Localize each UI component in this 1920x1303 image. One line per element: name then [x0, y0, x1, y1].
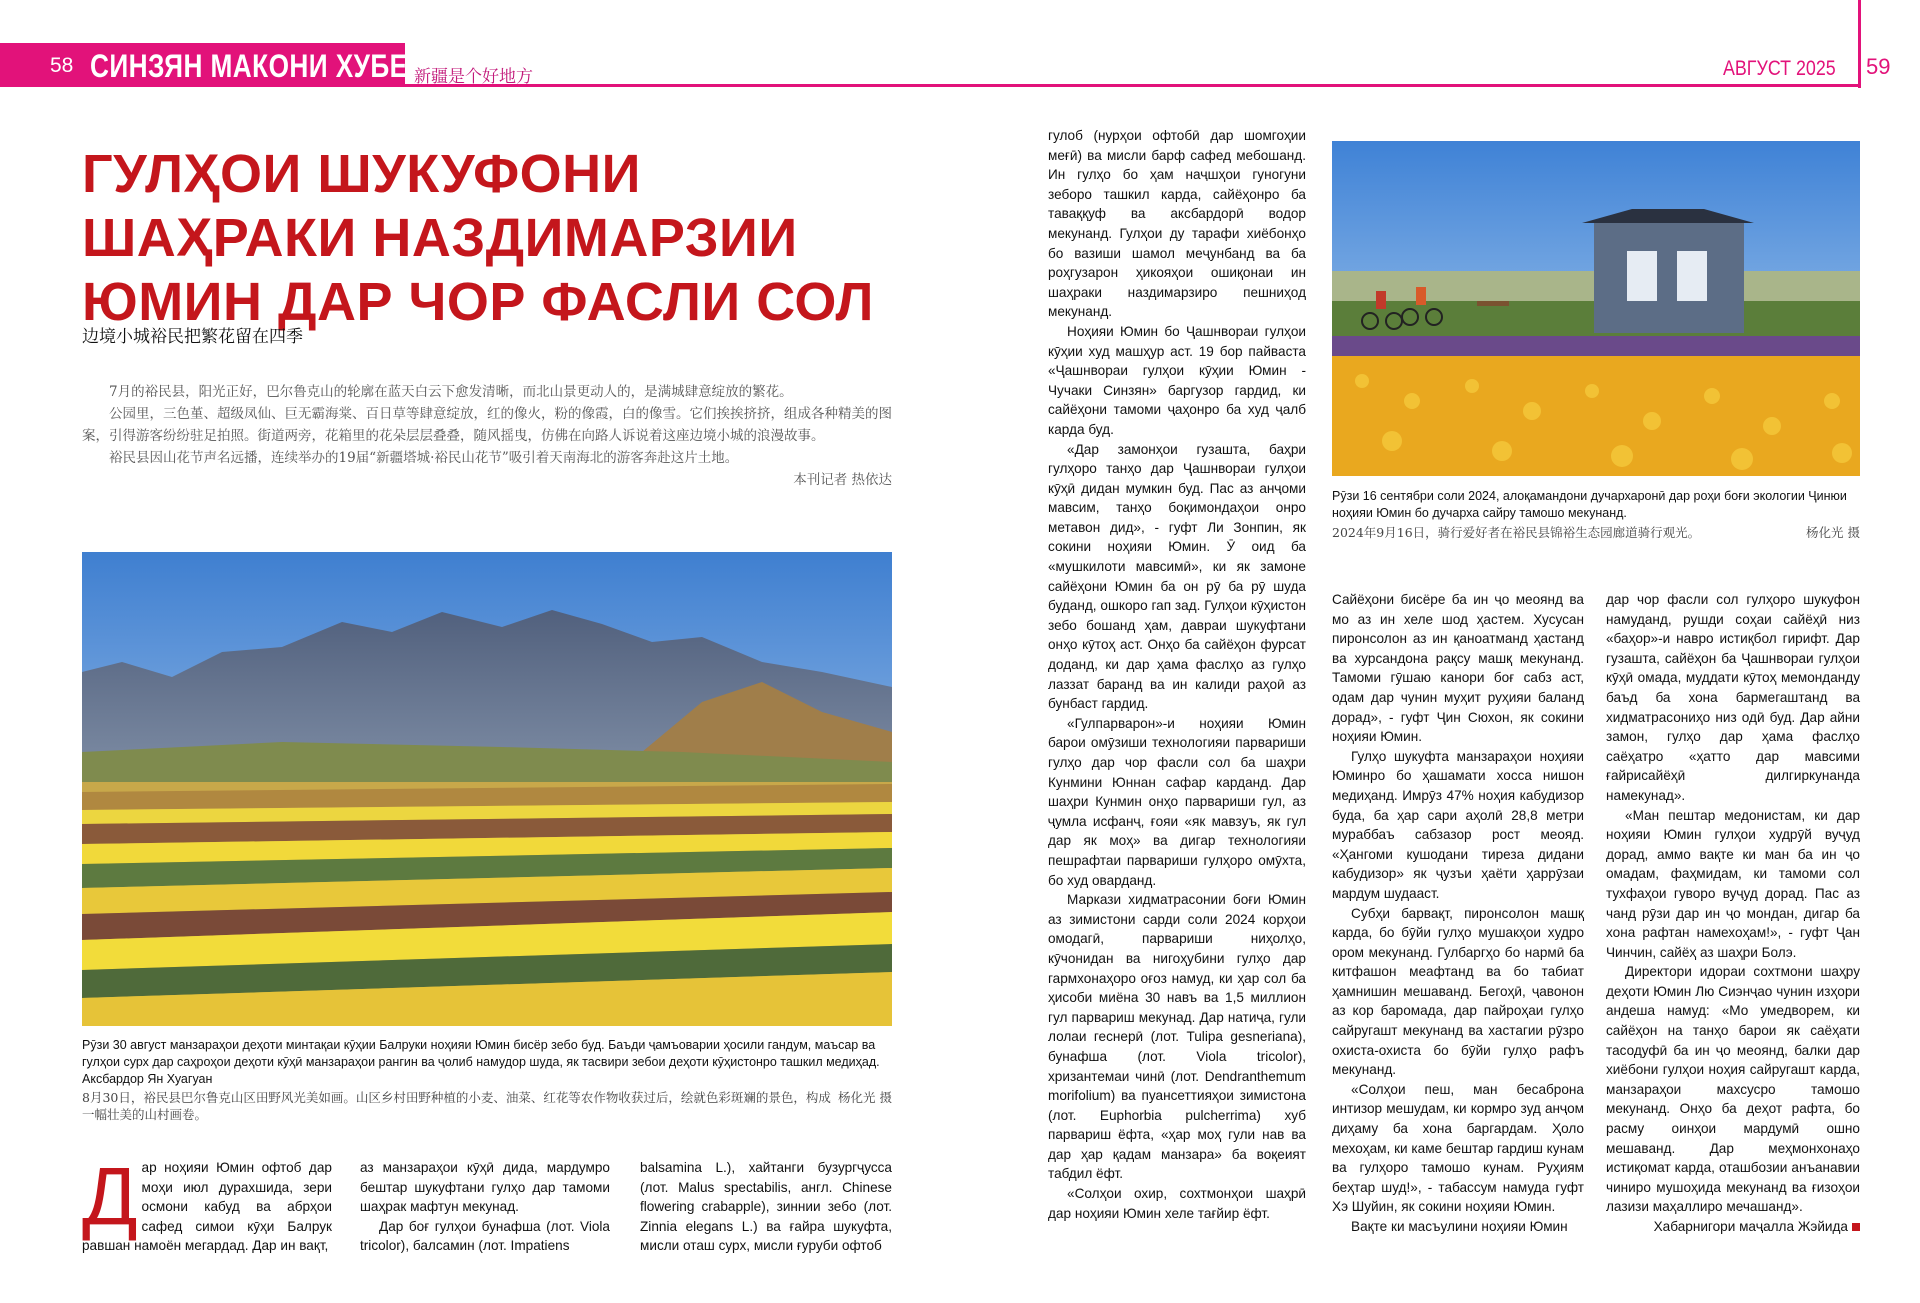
issue-month: АВГУСТ 2025 — [1723, 57, 1836, 80]
body-paragraph: Маркази хидматрасонии боғи Юмин аз зимистони сарди соли 2024 корҳои омодагӣ, парвариши ниҳолҳо, кӯчонидан ва нигоҳубини гулҳо дар гармхонаҳоро оғоз намуд, ки ҳар сол ба ҳисоби миёна 30 навъ ва 1,5 миллион гул парвариш мекунад. Дар натиҷа, гули лолаи геснерӣ (лот. Tulipa gesneriana), бунафша (лот. Viola tricolor), хризантемаи чинӣ (лот. Dendranthemum morifolium) ва пуансеттияҳои зимистона (лот. Euphorbia pulcherrima) хуб парвариш ёфта, «ҳар моҳ гули нав ва дар ҳар қадам манзара» ба воқеият табдил ёфт. — [1048, 892, 1306, 1182]
body-paragraph: гулоб (нурҳои офтобӣ дар шомгоҳии меғӣ) ва мисли барф сафед мебошанд. Ин гулҳо бо ҳам наҷшҳои гуногуни зеборо ташкил карда, сайёҳонро ба таваққуф ва аксбардорӣ водор мекунанд. Гулҳои ду тарафи хиёбонҳо бо вазиши шамол меҷунбанд ва ба роҳгузарон ҳикояҳои ошиқонаи ин шаҳраки наздимарзиро пешниҳод мекунанд. — [1048, 128, 1306, 320]
end-mark-icon — [1852, 1223, 1860, 1231]
article-subtitle-cn: 边境小城裕民把繁花留在四季 — [82, 327, 303, 347]
body-paragraph: Дар боғ гулҳои бунафша (лот. Viola tricolor), балсамин (лот. Impatiens — [360, 1218, 610, 1254]
main-photo-credit: 杨化光 摄 — [838, 1090, 892, 1105]
intro-paragraph: 7月的裕民县，阳光正好，巴尔鲁克山的轮廓在蓝天白云下愈发清晰，而北山景更动人的，是满城肆意绽放的繁花。 — [109, 384, 793, 400]
right-page-number: 59 — [1866, 54, 1891, 79]
section-title: СИНЗЯН МАКОНИ ХУБЕСТ — [90, 48, 443, 84]
body-paragraph: ар ноҳияи Юмин офтоб дар моҳи июл дурахшида, зери осмони кабуд ва абрҳои сафед симои кӯҳи Балрук равшан намоён мегардад. Дар ин вақт, — [82, 1160, 332, 1254]
left-page-number: 58 — [50, 54, 74, 77]
author-name: Хабарнигори маҷалла Жэйида — [1653, 1219, 1848, 1234]
body-paragraph: «Солҳои охир, сохтмонҳои шаҳрӣ дар ноҳияи Юмин хеле тағйир ёфт. — [1048, 1186, 1306, 1221]
right-photo-credit: 杨化光 摄 — [1806, 525, 1860, 540]
intro-paragraph: 裕民县因山花节声名远播，连续举办的19届“新疆塔城·裕民山花节”吸引着天南海北的游客奔赴这片土地。 — [109, 450, 739, 466]
main-photo-caption-cn — [82, 1089, 892, 1123]
header-vertical-rule — [1858, 0, 1861, 88]
body-column-4 — [1048, 126, 1306, 1223]
main-photo-caption-cn-text: 8月30日，裕民县巴尔鲁克山区田野风光美如画。山区乡村田野种植的小麦、油菜、红花等农作物收获过后，绘就色彩斑斓的景色，构成一幅壮美的山村画卷。 — [82, 1090, 831, 1122]
main-photo-caption: Рӯзи 30 август манзараҳои деҳоти минтақаи кӯҳии Балруки ноҳияи Юмин бисёр зебо буд. Баъди ҷамъоварии ҳосили гандум, маъсар ва гулҳои сурх дар саҳроҳои деҳоти кӯҳӣ манзараҳои рангин ва ҷолиб намудор шуда, як тасвири зебои деҳоти кӯҳистонро ташкил медиҳад. Аксбардор Ян Хуагуан — [82, 1038, 880, 1086]
body-paragraph: Гулҳо шукуфта манзараҳои ноҳияи Юминро бо ҳашамати хосса нишон медиҳанд. Имрӯз 47% ноҳия кабудизор буда, ба ҳар сари аҳолӣ 28,8 метри мураббаъ сабзазор рост меояд. «Ҳангоми кушодани тиреза дидани кабудизор» як ҷузъи ҳаёти ҳаррӯзаи мардум шудааст. — [1332, 748, 1584, 901]
right-photo-caption-cn-text: 2024年9月16日，骑行爱好者在裕民县锦裕生态园廊道骑行观光。 — [1332, 525, 1701, 540]
intro-cn — [82, 381, 892, 491]
body-column-2 — [360, 1158, 610, 1256]
body-paragraph: Вақте ки масъулини ноҳияи Юмин — [1351, 1219, 1568, 1234]
body-paragraph: Директори идораи сохтмони шаҳру деҳоти Юмин Лю Сиэнҷао чунин изҳори андеша намуд: «Мо умедворем, ки сайёҳон на танҳо барои як саёҳати тасодуфӣ ба ин ҷо меоянд, балки дар хиёбони гулҳои ноҳия сайругашт карда, манзараҳои махсусро тамошо мекунанд. Онҳо ба деҳот рафта, бо расму оинҳои мардумӣ ошно мешаванд. Дар меҳмонхонаҳо истиқомат карда, оташбозии анъанавии чиниро мушоҳида мекунанд ва ғизоҳои лазизи маҳаллиро мечашанд». — [1606, 964, 1860, 1215]
intro-paragraph: 公园里，三色堇、超级凤仙、巨无霸海棠、百日草等肆意绽放，红的像火，粉的像霞，白的像雪。它们挨挨挤挤，组成各种精美的图案，引得游客纷纷驻足拍照。街道两旁，花箱里的花朵层层叠叠，随风摇曳，仿佛在向路人诉说着这座边境小城的浪漫故事。 — [82, 406, 892, 444]
body-paragraph: «Дар замонҳои гузашта, баҳри гулҳоро танҳо дар Ҷашнвораи гулҳои кӯҳӣ дидан мумкин буд. Пас аз анҷоми мавсим, танҳо боқимондаҳои онро метавон дид», - гуфт Ли Зонпин, як сокини ноҳияи Юмин. Ӯ оид ба «мушкилоти мавсимӣ», ки як замоне сайёҳони Юмин ба он рӯ ба рӯ шуда буданд, ошкоро гап зад. Гулҳои кӯҳистон зебо бошанд ҳам, давраи шукуфтани онҳо кӯтоҳ аст. Онҳо ба сайёҳон фурсат доданд, ки дар ҳама фаслҳо аз гулҳо лаззат баранд ва ин калиди раҳоӣ аз бунбаст гардид. — [1048, 441, 1306, 712]
body-paragraph: «Ман пештар медонистам, ки дар ноҳияи Юмин гулҳои худрӯй вуҷуд дорад, аммо вақте ки ман ба ин ҷо омадам, фаҳмидам, ки тамоми сол тухфаҳои гуворо вуҷуд дорад. Пас аз чанд рӯзи дар ин ҷо мондан, дигар ба хона рафтан намехоҳам!», - гуфт Ҷан Чинчин, сайёҳ аз шаҳри Болэ. — [1606, 807, 1860, 960]
drop-cap: Д — [82, 1151, 138, 1242]
body-paragraph: balsamina L.), хайтанги бузургҷусса (лот. Malus spectabilis, англ. Chinese flowering crabapple), зиннии зебо (лот. Zinnia elegans L.) ва ғайра шукуфта, мисли оташ сурх, мисли ғуруби офтоб — [640, 1160, 892, 1254]
body-paragraph: Субҳи барвақт, пиронсолон машқ карда, бо бӯйи гулҳо мушакҳои худро ором мекунанд. Гулбаргҳо бо нармӣ ба китфашон меафтанд ва бо табиат ҳамнишин мешаванд. Бегоҳӣ, ҷавонон аз кор баромада, дар пайроҳаи гулҳо сайругашт мекунанд ва хастагии рӯзро охиста-охиста бо бӯйи гулҳо рафъ мекунанд. — [1332, 905, 1584, 1078]
body-paragraph: дар чор фасли сол гулҳоро шукуфон намуданд, рушди соҳаи сайёҳӣ низ «баҳор»-и навро истиқбол гирифт. Дар гузашта, сайёҳон ба Ҷашнвораи гулҳои кӯҳӣ омада, муддати кӯтоҳ мемонданду баъд ба хона бармегаштанд ва хидматрасониҳо низ одӣ буд. Дар айни замон, гулҳо дар ҳама фаслҳо саёҳатро «ҳатто дар мавсими ғайрисайёҳӣ дилгиркунанда намекунад». — [1606, 592, 1860, 803]
body-paragraph: аз манзараҳои кӯҳӣ дида, мардумро бештар шукуфтани гулҳо дар тамоми шаҳрак мафтун мекунад. — [360, 1160, 610, 1215]
right-photo-caption: Рӯзи 16 сентябри соли 2024, алоқамандони дучархаронӣ дар роҳи боғи экологии Ҷинюи ноҳияи Юмин бо дучарха сайру тамошо мекунанд. — [1332, 489, 1847, 520]
cyclists-photo — [1332, 141, 1860, 476]
landscape-photo — [82, 552, 892, 1026]
article-title — [82, 142, 962, 334]
title-line: ШАҲРАКИ НАЗДИМАРЗИИ — [82, 208, 798, 268]
body-column-3 — [640, 1158, 892, 1256]
right-photo-caption-cn — [1332, 524, 1860, 541]
intro-byline: 本刊记者 热依达 — [793, 472, 892, 488]
author-signature — [1606, 1217, 1860, 1237]
body-column-5 — [1332, 590, 1584, 1237]
title-line: ГУЛҲОИ ШУКУФОНИ — [82, 144, 641, 204]
body-paragraph: Ноҳияи Юмин бо Ҷашнвораи гулҳои кӯҳии худ машҳур аст. 19 бор пайваста «Ҷашнвораи гулҳои кӯҳии Юмин - Чучаки Синзян» баргузор гардид, ки сайёҳони тамоми ҷаҳонро ба худ ҷалб карда буд. — [1048, 323, 1306, 437]
body-paragraph: «Солҳои пеш, ман бесаброна интизор мешудам, ки кормро зуд анҷом диҳаму ба хона баргардам. Ҳоло мехоҳам, ки каме бештар гардиш кунам ва гулҳоро тамошо кунам. Руҳиям беҳтар шуд!», - табассум намуда гуфт Хэ Шуйин, як сокини ноҳияи Юмин. — [1332, 1081, 1584, 1215]
body-paragraph: Сайёҳони бисёре ба ин ҷо меоянд ва мо аз ин хеле шод ҳастем. Хусусан пиронсолон аз ин қаноатманд ҳастанд ва хурсандона рақсу машқ мекунанд. Тамоми гӯшаю канори боғ сабз аст, одам дар чунин муҳит руҳияи баланд дорад», - гуфт Ҷин Сюхон, як сокини ноҳияи Юмин. — [1332, 592, 1584, 745]
body-column-1 — [82, 1151, 332, 1256]
section-title-cn: 新疆是个好地方 — [414, 67, 533, 87]
title-line: ЮМИН ДАР ЧОР ФАСЛИ СОЛ — [82, 272, 874, 332]
body-paragraph: «Гулпарварон»-и ноҳияи Юмин барои омӯзиши технологияи парвариши гулҳо дар чор фасли сол ба шаҳри Кунмини Юннан сафар карданд. Дар шаҳри Кунмин онҳо парвариши гул, аз ҷумла исфанҷ, ғояи «як мавзуъ, як гул дар як моҳ» ва дигар технологияи пешрафтаи парвариши гулҳоро омӯхта, бо худ оварданд. — [1048, 715, 1306, 888]
body-column-6 — [1606, 590, 1860, 1237]
